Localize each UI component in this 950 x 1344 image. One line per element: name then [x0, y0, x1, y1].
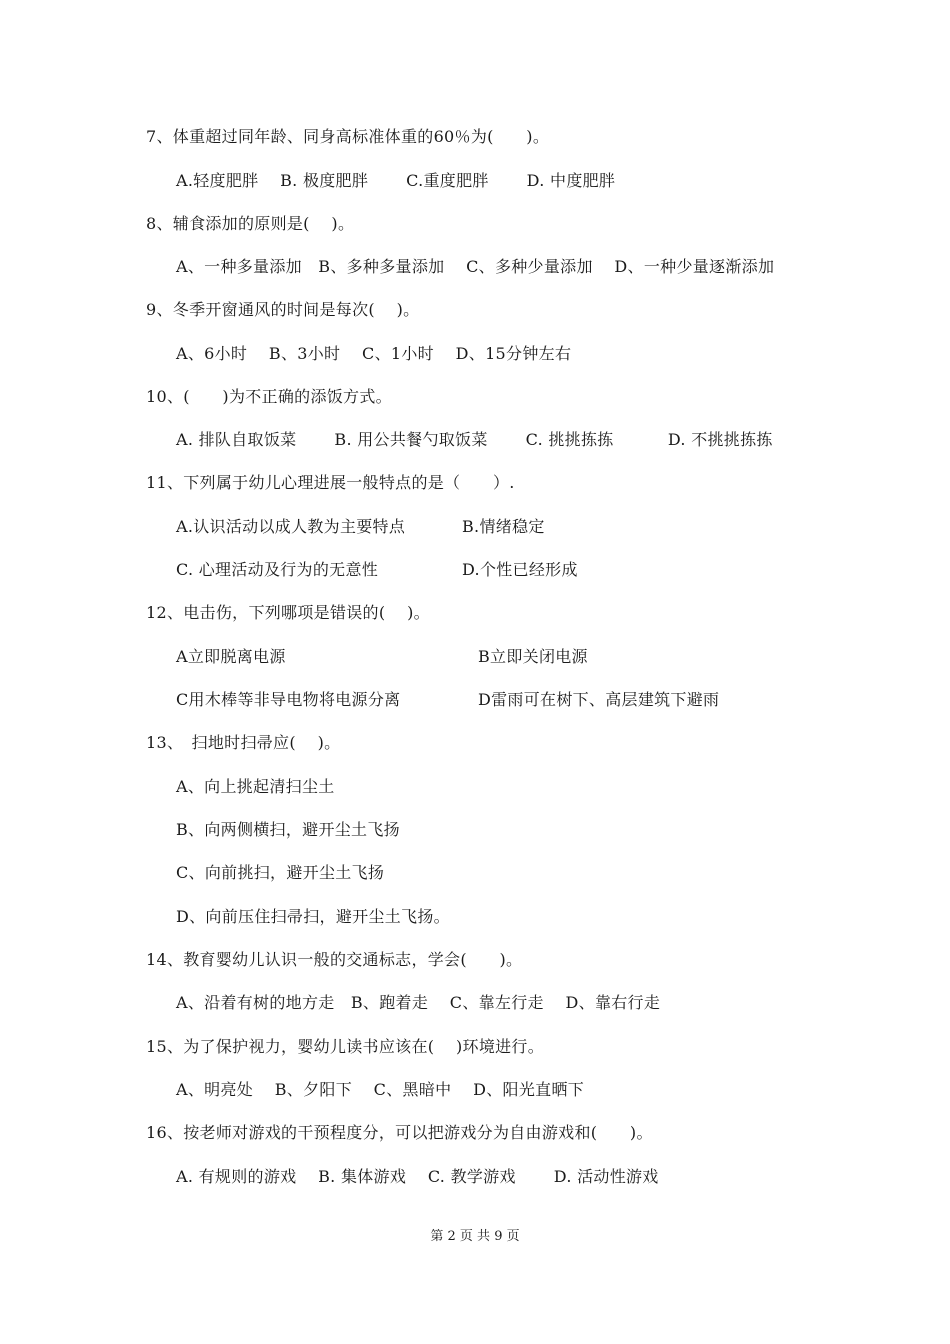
- question-11-option-a: A.认识活动以成人教为主要特点: [176, 517, 406, 536]
- question-15-options: A、明亮处 B、夕阳下 C、黑暗中 D、阳光直晒下: [176, 1080, 585, 1099]
- question-14-options: A、沿着有树的地方走 B、跑着走 C、靠左行走 D、靠右行走: [176, 993, 661, 1012]
- question-13-option-d: D、向前压住扫帚扫，避开尘土飞扬。: [176, 907, 450, 926]
- question-12-option-b: B立即关闭电源: [478, 647, 588, 666]
- question-15-stem: 15、为了保护视力，婴幼儿读书应该在( )环境进行。: [146, 1037, 545, 1056]
- question-13-stem: 13、 扫地时扫帚应( )。: [146, 733, 341, 752]
- question-7-stem: 7、体重超过同年龄、同身高标准体重的60％为( )。: [146, 127, 550, 146]
- question-9-stem: 9、冬季开窗通风的时间是每次( )。: [146, 300, 420, 319]
- question-11-stem: 11、下列属于幼儿心理进展一般特点的是（ ）.: [146, 473, 515, 492]
- question-11-option-d: D.个性已经形成: [462, 560, 578, 579]
- question-13-option-a: A、向上挑起清扫尘土: [176, 777, 335, 796]
- question-11-option-c: C. 心理活动及行为的无意性: [176, 560, 379, 579]
- question-10-options: A. 排队自取饭菜 B. 用公共餐勺取饭菜 C. 挑挑拣拣 D. 不挑挑拣拣: [176, 430, 773, 449]
- question-14-stem: 14、教育婴幼儿认识一般的交通标志，学会( )。: [146, 950, 523, 969]
- question-8-options: A、一种多量添加 B、多种多量添加 C、多种少量添加 D、一种少量逐渐添加: [176, 257, 775, 276]
- question-11-option-b: B.情绪稳定: [462, 517, 545, 536]
- page-number-footer: 第 2 页 共 9 页: [430, 1229, 520, 1244]
- question-12-option-a: A立即脱离电源: [176, 647, 286, 666]
- question-12-stem: 12、电击伤，下列哪项是错误的( )。: [146, 603, 430, 622]
- question-12-option-c: C用木棒等非导电物将电源分离: [176, 690, 401, 709]
- question-8-stem: 8、辅食添加的原则是( )。: [146, 214, 355, 233]
- question-10-stem: 10、( )为不正确的添饭方式。: [146, 387, 392, 406]
- question-16-options: A. 有规则的游戏 B. 集体游戏 C. 教学游戏 D. 活动性游戏: [176, 1167, 659, 1186]
- question-13-option-c: C、向前挑扫，避开尘土飞扬: [176, 863, 385, 882]
- question-12-option-d: D雷雨可在树下、高层建筑下避雨: [478, 690, 720, 709]
- question-13-option-b: B、向两侧横扫，避开尘土飞扬: [176, 820, 400, 839]
- question-9-options: A、6小时 B、3小时 C、1小时 D、15分钟左右: [176, 344, 572, 363]
- question-16-stem: 16、按老师对游戏的干预程度分，可以把游戏分为自由游戏和( )。: [146, 1123, 653, 1142]
- question-7-options: A.轻度肥胖 B. 极度肥胖 C.重度肥胖 D. 中度肥胖: [176, 171, 616, 190]
